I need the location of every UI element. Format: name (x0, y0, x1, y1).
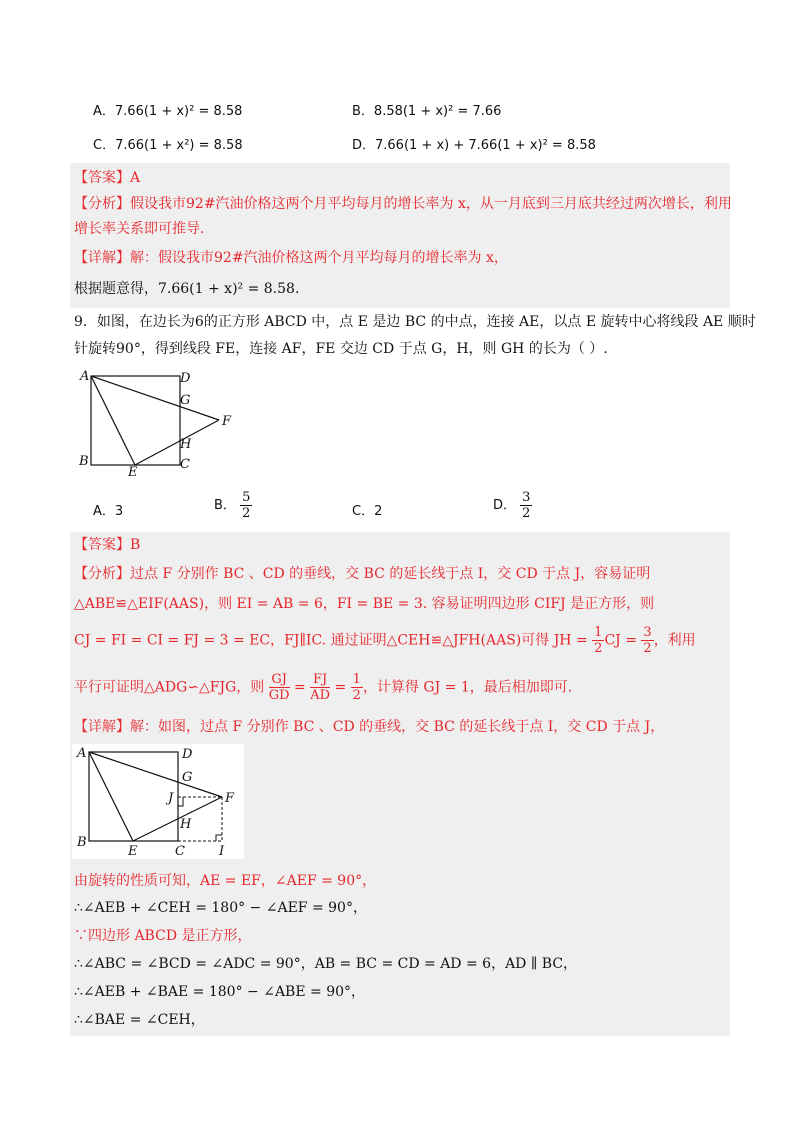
q9-option-d-num: 3 (522, 490, 531, 505)
q9-stem-line2: 针旋转90°，得到线段 FE，连接 AF，FE 交边 CD 于点 G，H，则 GH 的长为（ ）. (74, 341, 608, 357)
q8-detail-line2: 根据题意得，7.66(1 + x)² = 8.58. (74, 281, 300, 297)
q9-step-3: ∵四边形 ABCD 是正方形， (74, 928, 252, 944)
q9-answer: 【答案】B (74, 537, 141, 553)
q9-option-b-prefix: B． (214, 498, 236, 513)
q9-analysis-line3-b: CJ = (604, 632, 642, 649)
q8-option-a: A．7.66(1 + x)² = 8.58 (93, 104, 243, 119)
q8-option-d: D．7.66(1 + x) + 7.66(1 + x)² = 8.58 (352, 138, 596, 153)
q9-option-d-prefix: D． (493, 498, 517, 513)
frac-2-num: 3 (643, 625, 652, 640)
q9-option-b-num: 5 (242, 490, 251, 505)
q9-step-1: 由旋转的性质可知，AE = EF，∠AEF = 90°， (74, 873, 377, 889)
q9-analysis-line3-c: ，利用 (653, 632, 696, 649)
detail-square-abcd (89, 752, 178, 841)
q9-analysis-line4-d: ，计算得 GJ = 1，最后相加即可. (362, 679, 573, 696)
right-angle-mark-j (178, 797, 183, 806)
q8-option-b: B．8.58(1 + x)² = 7.66 (352, 104, 502, 119)
q9-analysis-line2: △ABE≌△EIF(AAS)，则 EI = AB = 6，FI = BE = 3. 容易证明四边形 CIFJ 是正方形，则 (74, 596, 655, 612)
label-c: C (180, 457, 190, 472)
q8-analysis-line2: 增长率关系即可推导. (74, 221, 205, 237)
frac-ad-den: AD (310, 688, 331, 703)
q9-step-2: ∴∠AEB + ∠CEH = 180° − ∠AEF = 90°， (74, 900, 367, 916)
q9-stem-line1: 9．如图，在边长为6的正方形 ABCD 中，点 E 是边 BC 的中点，连接 AE，以点 E 旋转中心将线段 AE 顺时 (74, 314, 756, 330)
frac-1-den: 2 (594, 641, 603, 656)
frac-half-num: 1 (352, 672, 361, 687)
q9-option-a: A．3 (93, 504, 124, 519)
detail-label-a: A (77, 746, 87, 761)
detail-label-g: G (182, 770, 193, 785)
q8-option-c: C．7.66(1 + x²) = 8.58 (93, 138, 243, 153)
detail-label-j: J (168, 791, 174, 806)
frac-gj-num: GJ (269, 672, 290, 688)
segment-af (91, 376, 219, 420)
label-b: B (79, 454, 89, 469)
q9-analysis-line1: 【分析】过点 F 分别作 BC 、CD 的垂线，交 BC 的延长线于点 I，交 CD 于点 J，容易证明 (74, 566, 651, 582)
square-abcd (91, 376, 180, 465)
q9-analysis-line4-b: = (289, 679, 311, 696)
detail-segment-ae (89, 752, 133, 841)
label-f: F (222, 414, 232, 429)
label-h: H (180, 437, 192, 452)
q9-option-d-den: 2 (522, 506, 531, 521)
detail-label-d: D (182, 747, 193, 762)
q9-step-5: ∴∠AEB + ∠BAE = 180° − ∠ABE = 90°， (74, 984, 366, 1000)
q9-option-d (493, 490, 532, 521)
q8-analysis-line1: 【分析】假设我市92#汽油价格这两个月平均每月的增长率为 x，从一月底到三月底共经过两次增长，利用 (74, 196, 732, 212)
label-d: D (180, 371, 191, 386)
q9-detail-figure (72, 744, 244, 859)
label-g: G (180, 393, 191, 408)
q9-analysis-line3 (74, 625, 696, 656)
detail-label-e: E (128, 844, 138, 859)
q9-option-b-den: 2 (242, 506, 251, 521)
q9-figure (76, 368, 246, 480)
frac-1-num: 1 (594, 625, 603, 640)
frac-2-den: 2 (643, 641, 652, 656)
label-e: E (128, 465, 138, 480)
q8-answer: 【答案】A (74, 170, 141, 186)
q9-option-c: C．2 (352, 504, 383, 519)
q8-answer-box (70, 163, 730, 308)
q9-step-4: ∴∠ABC = ∠BCD = ∠ADC = 90°，AB = BC = CD = AD = 6，AD ∥ BC， (74, 956, 578, 972)
q9-detail-line1: 【详解】解：如图，过点 F 分别作 BC 、CD 的垂线，交 BC 的延长线于点 I，交 CD 于点 J， (74, 719, 665, 735)
segment-ef (135, 420, 219, 465)
q9-option-b (214, 490, 252, 521)
detail-label-i: I (219, 844, 225, 859)
detail-label-f: F (225, 791, 235, 806)
q9-analysis-line4-c: = (330, 679, 351, 696)
q9-analysis-line4-a: 平行可证明△ADG∽△FJG，则 (74, 679, 269, 696)
detail-label-h: H (180, 817, 192, 832)
q8-detail-line1: 【详解】解：假设我市92#汽油价格这两个月平均每月的增长率为 x， (74, 250, 508, 266)
q9-step-6: ∴∠BAE = ∠CEH， (74, 1012, 205, 1028)
frac-gd-den: GD (268, 688, 290, 703)
q9-analysis-line3-a: CJ = FI = CI = FJ = 3 = EC，FJ∥IC. 通过证明△CEH≌△JFH(AAS)可得 JH = (74, 632, 593, 649)
detail-label-c: C (175, 844, 185, 859)
q9-answer-box (70, 532, 730, 1036)
q9-analysis-line4 (74, 672, 572, 703)
detail-segment-af (89, 752, 222, 797)
label-a: A (80, 369, 90, 384)
frac-fj-num: FJ (310, 672, 330, 688)
detail-label-b: B (77, 835, 87, 850)
frac-half-den: 2 (352, 688, 361, 703)
right-angle-mark-i (216, 835, 222, 841)
